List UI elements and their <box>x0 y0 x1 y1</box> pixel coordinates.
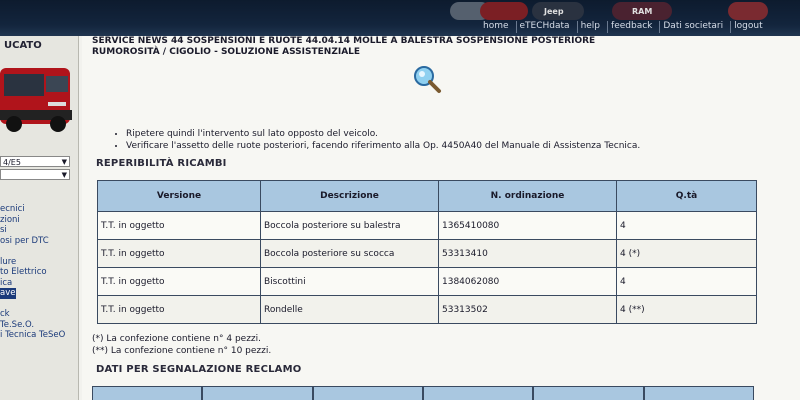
table-row <box>98 240 757 268</box>
section-title-reclamo: DATI PER SEGNALAZIONE RECLAMO <box>96 364 302 375</box>
reclamo-column <box>313 386 423 400</box>
cell-ordinazione: 1384062080 <box>439 268 617 296</box>
sidebar-item[interactable]: Te.Se.O. <box>0 319 35 330</box>
page-title: SERVICE NEWS 44 SOSPENSIONI E RUOTE 44.04.14 MOLLE A BALESTRA SOSPENSIONE POSTERIORE RUMOROSITÀ / CIGOLIO - SOLUZIONE ASSISTENZIALE <box>92 36 596 57</box>
cell-versione: T.T. in oggetto <box>98 296 261 324</box>
sidebar-item[interactable]: ica <box>0 277 13 288</box>
sidebar-item-selected[interactable]: ave <box>0 288 16 298</box>
top-nav <box>480 21 766 33</box>
sidebar <box>0 36 79 400</box>
cell-qta: 4 (**) <box>617 296 757 324</box>
model-title: UCATO <box>4 40 42 51</box>
sidebar-item[interactable]: i Tecnica TeSeO <box>0 330 66 340</box>
table-row <box>98 268 757 296</box>
nav-logout[interactable]: logout <box>730 21 765 33</box>
sidebar-item[interactable]: osi per DTC <box>0 235 49 246</box>
cell-ordinazione: 53313410 <box>439 240 617 268</box>
table-row <box>98 212 757 240</box>
column-header: Q.tà <box>617 181 757 212</box>
reclamo-column <box>644 386 754 400</box>
instruction-item: • Verificare l'assetto delle ruote posteriori, facendo riferimento alla Op. 4450A40 del Manuale di Assistenza Tecnica. <box>126 140 640 152</box>
sidebar-item[interactable]: si <box>0 225 7 235</box>
cell-versione: T.T. in oggetto <box>98 240 261 268</box>
parts-table <box>97 180 757 324</box>
nav-etechdata[interactable]: eTECHdata <box>516 21 573 33</box>
sidebar-item[interactable] <box>0 299 78 310</box>
reclamo-column <box>92 386 202 400</box>
cell-qta: 4 <box>617 268 757 296</box>
ram-logo[interactable]: RAM <box>612 2 672 20</box>
mopar-logo[interactable] <box>728 2 768 20</box>
cell-descrizione: Biscottini <box>261 268 439 296</box>
engine-select[interactable]: 4/E5 ▼ <box>0 156 70 167</box>
main-content <box>82 36 800 400</box>
brand-logos <box>300 0 800 22</box>
cell-qta: 4 (*) <box>617 240 757 268</box>
sidebar-item[interactable]: to Elettrico <box>0 267 47 277</box>
column-header: Versione <box>98 181 261 212</box>
column-header: Descrizione <box>261 181 439 212</box>
cell-descrizione: Boccola posteriore su scocca <box>261 240 439 268</box>
footnote: (**) La confezione contiene n° 10 pezzi. <box>92 346 272 356</box>
sidebar-item[interactable]: lure <box>0 256 17 267</box>
van-image <box>0 56 76 140</box>
cell-versione: T.T. in oggetto <box>98 268 261 296</box>
footnote: (*) La confezione contiene n° 4 pezzi. <box>92 334 262 344</box>
sidebar-menu <box>0 204 78 341</box>
cell-ordinazione: 53313502 <box>439 296 617 324</box>
magnifier-icon[interactable] <box>412 64 442 94</box>
sidebar-item[interactable]: zioni <box>0 214 20 225</box>
top-banner <box>0 0 800 36</box>
nav-feedback[interactable]: feedback <box>607 21 655 33</box>
cell-ordinazione: 1365410080 <box>439 212 617 240</box>
secondary-select[interactable] <box>0 169 70 180</box>
table-row <box>98 296 757 324</box>
instruction-item: • Ripetere quindi l'intervento sul lato opposto del veicolo. <box>126 128 640 140</box>
instructions-list <box>112 128 640 152</box>
reclamo-column <box>202 386 312 400</box>
sidebar-item[interactable]: ecnici <box>0 204 25 214</box>
reclamo-table-header <box>92 386 754 400</box>
reclamo-column <box>533 386 643 400</box>
footnotes <box>92 333 271 357</box>
jeep-logo[interactable]: Jeep <box>532 2 584 20</box>
sidebar-item[interactable]: ck <box>0 309 10 319</box>
nav-dati-societari[interactable]: Dati societari <box>659 21 726 33</box>
cell-qta: 4 <box>617 212 757 240</box>
cell-descrizione: Boccola posteriore su balestra <box>261 212 439 240</box>
nav-help[interactable]: help <box>577 21 603 33</box>
chevron-down-icon: ▼ <box>61 158 67 166</box>
cell-descrizione: Rondelle <box>261 296 439 324</box>
chevron-down-icon: ▼ <box>61 171 67 179</box>
reclamo-column <box>423 386 533 400</box>
section-title-ricambi: REPERIBILITÀ RICAMBI <box>96 158 227 169</box>
cell-versione: T.T. in oggetto <box>98 212 261 240</box>
column-header: N. ordinazione <box>439 181 617 212</box>
table-header-row <box>98 181 757 212</box>
abarth-logo[interactable] <box>480 2 528 20</box>
sidebar-item[interactable] <box>0 246 78 257</box>
nav-home[interactable]: home <box>483 21 509 31</box>
